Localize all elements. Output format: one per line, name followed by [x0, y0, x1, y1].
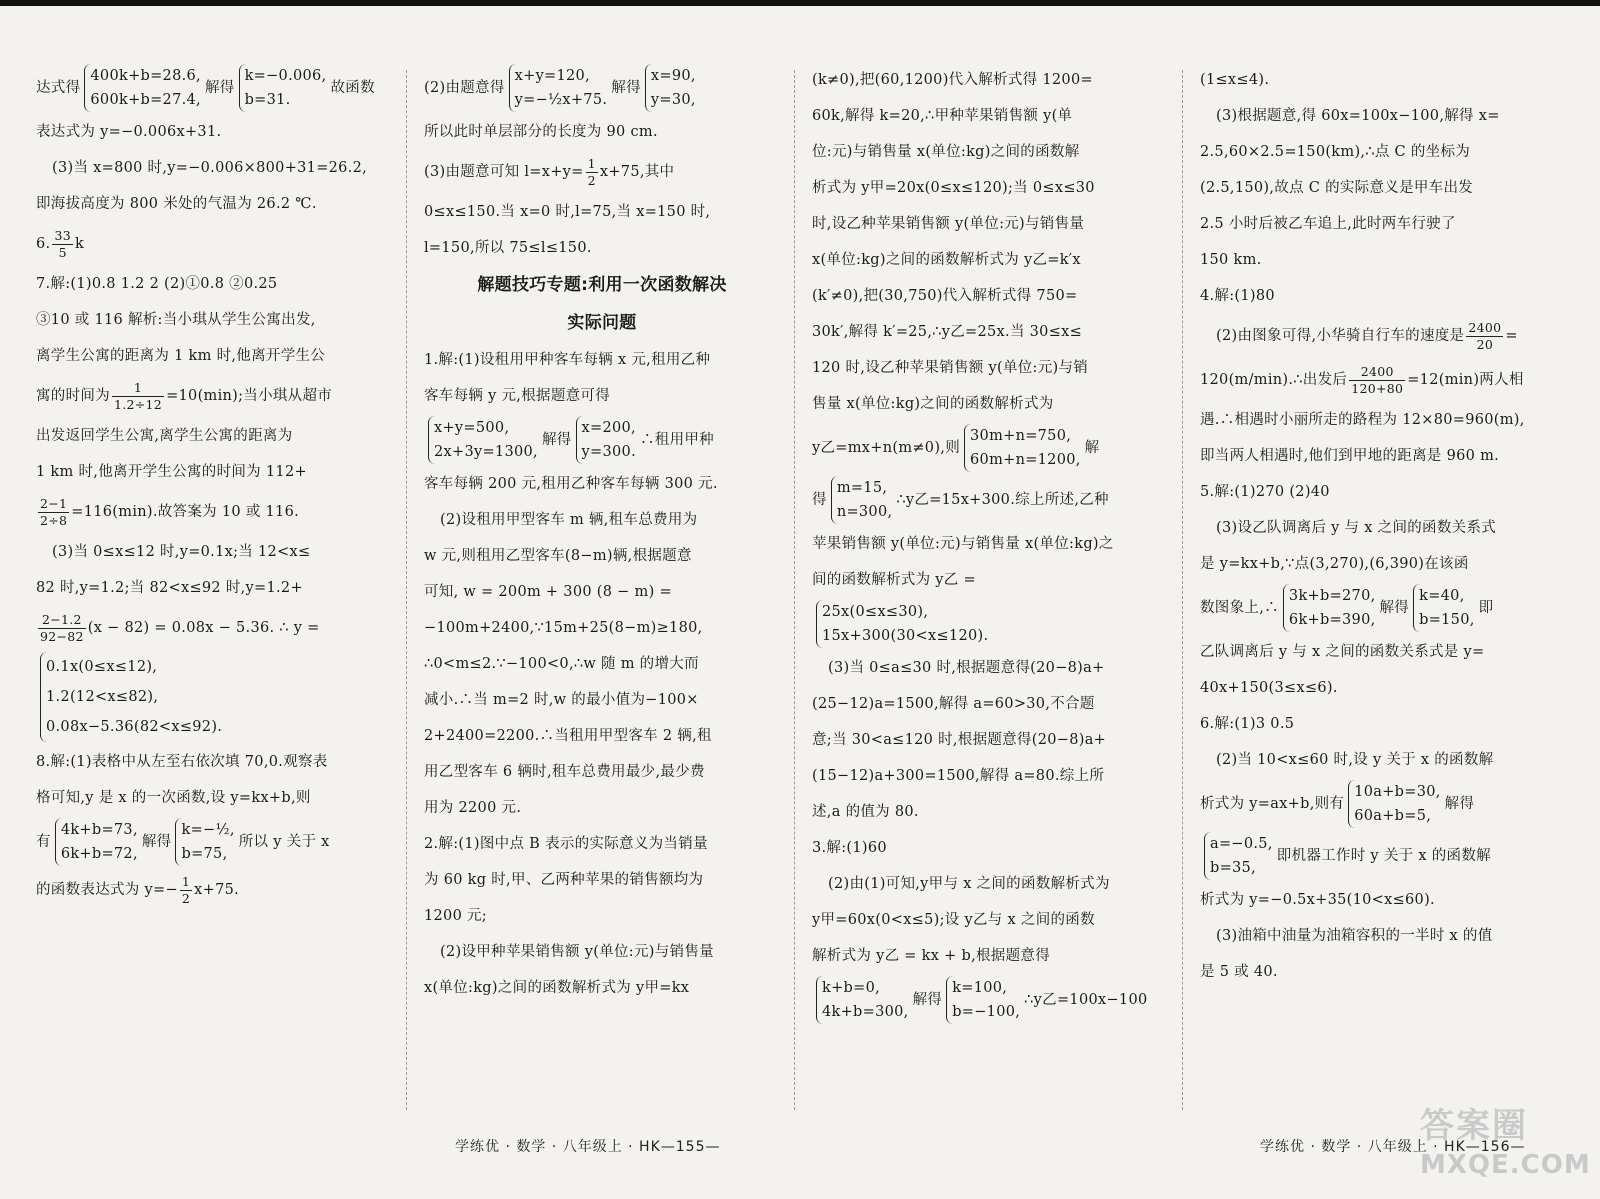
column-divider: [1182, 70, 1183, 1110]
equation-system: 30m+n=750, 60m+n=1200,: [964, 424, 1081, 472]
fraction: $\frac{1}{2}$: [587, 155, 596, 188]
column-divider: [794, 70, 795, 1110]
text-line: (2)由(1)可知,y甲与 x 之间的函数解析式为: [828, 876, 1110, 892]
fraction: $\frac{2400}{120+80}$: [1351, 363, 1404, 396]
text-line: l=150,所以 75≤l≤150.: [424, 240, 592, 256]
text-line: (3)由题意可知 l=x+y= $\frac{1}{2}$ x+75,其中: [424, 155, 675, 188]
text-line: 150 km.: [1200, 252, 1262, 268]
text-line: 8.解:(1)表格中从左至右依次填 70,0.观察表: [36, 754, 328, 770]
text-line: 1200 元;: [424, 908, 487, 924]
text-line: 位:元)与销售量 x(单位:kg)之间的函数解: [812, 144, 1080, 160]
text-line: (3)当 x=800 时,y=−0.006×800+31=26.2,: [52, 160, 368, 176]
equation-system: x+y=500, 2x+3y=1300,: [428, 416, 538, 464]
text-line: [812, 598, 1168, 650]
text-line: x+y=500, 2x+3y=1300, 解得 x=200, y=300. ∴租用甲种: [424, 414, 780, 466]
text-line: (2)设租用甲型客车 m 辆,租车总费用为: [440, 512, 698, 528]
watermark-url: MXQE.COM: [1420, 1150, 1591, 1180]
text-line: 苹果销售额 y(单位:元)与销售量 x(单位:kg)之: [812, 536, 1114, 552]
text-line: 2+2400=2200.∴当租用甲型客车 2 辆,租: [424, 728, 712, 744]
text-line: 6. $\frac{33}{5}$ k: [36, 227, 85, 260]
text-line: 达式得 400k+b=28.6, 600k+b=27.4, 解得 k=−0.006, b=31. 故函数: [36, 62, 392, 114]
equation-system: 400k+b=28.6, 600k+b=27.4,: [84, 64, 201, 112]
text-line: 用为 2200 元.: [424, 800, 522, 816]
text-line: 乙队调离后 y 与 x 之间的函数关系式是 y=: [1200, 644, 1485, 660]
text-line: $\frac{2-1.2}{92-82}$ (x − 82) = 0.08x − 5.36. ∴ y =: [40, 611, 320, 644]
text-line: (3)油箱中油量为油箱容积的一半时 x 的值: [1216, 928, 1493, 944]
text-line: 解析式为 y乙 = kx + b,根据题意得: [812, 948, 1050, 964]
text-line: 2.5,60×2.5=150(km),∴点 C 的坐标为: [1200, 144, 1471, 160]
text-line: x(单位:kg)之间的函数解析式为 y乙=k′x: [812, 252, 1081, 268]
text-line: (25−12)a=1500,解得 a=60>30,不合题: [812, 696, 1095, 712]
text-line: 82 时,y=1.2;当 82<x≤92 时,y=1.2+: [36, 580, 303, 596]
text-line: 2.5 小时后被乙车追上,此时两车行驶了: [1200, 216, 1456, 232]
equation-system: k=100, b=−100,: [946, 976, 1020, 1024]
text-line: 可知, w = 200m + 300 (8 − m) =: [424, 584, 672, 600]
text-line: 售量 x(单位:kg)之间的函数解析式为: [812, 396, 1054, 412]
text-line: −100m+2400,∵15m+25(8−m)≥180,: [424, 620, 703, 636]
text-line: 是 5 或 40.: [1200, 964, 1278, 980]
text-line: 析式为 y甲=20x(0≤x≤120);当 0≤x≤30: [812, 180, 1095, 196]
equation-system: 4k+b=73, 6k+b=72,: [55, 818, 138, 866]
text-line: (2)设甲种苹果销售额 y(单位:元)与销售量: [440, 944, 714, 960]
text-line: ∴0<m≤2.∵−100<0,∴w 随 m 的增大而: [424, 656, 699, 672]
equation-system: x=200, y=300.: [576, 416, 636, 464]
column-divider: [406, 70, 407, 1110]
text-line: w 元,则租用乙型客车(8−m)辆,根据题意: [424, 548, 692, 564]
text-line: 40x+150(3≤x≤6).: [1200, 680, 1338, 696]
text-line: y乙=mx+n(m≠0),则 30m+n=750, 60m+n=1200, 解: [812, 422, 1168, 474]
page-footer-right: 学练优 · 数学 · 八年级上 · HK—156—: [1260, 1139, 1526, 1155]
text-line: 减小.∴当 m=2 时,w 的最小值为−100×: [424, 692, 699, 708]
text-line: 析式为 y=−0.5x+35(10<x≤60).: [1200, 892, 1435, 908]
text-line: (15−12)a+300=1500,解得 a=80.综上所: [812, 768, 1105, 784]
text-line: 30k′,解得 k′=25,∴y乙=25x.当 30≤x≤: [812, 324, 1083, 340]
equation-system: 3k+b=270, 6k+b=390,: [1283, 584, 1376, 632]
text-line: [36, 650, 392, 744]
text-line: 寓的时间为 $\frac{1}{1.2\div 12}$ =10(min);当小琪从超市: [36, 379, 333, 412]
text-line: (3)当 0≤a≤30 时,根据题意得(20−8)a+: [828, 660, 1105, 676]
text-line: 4.解:(1)80: [1200, 288, 1275, 304]
text-line: (k′≠0),把(30,750)代入解析式得 750=: [812, 288, 1078, 304]
equation-system: x=90, y=30,: [645, 64, 696, 112]
text-line: 5.解:(1)270 (2)40: [1200, 484, 1330, 500]
text-line: 所以此时单层部分的长度为 90 cm.: [424, 124, 658, 140]
column-4: [1200, 62, 1556, 1122]
text-line: 即当两人相遇时,他们到甲地的距离是 960 m.: [1200, 448, 1500, 464]
text-line: 间的函数解析式为 y乙 =: [812, 572, 976, 588]
piecewise-function: 0.1x(0≤x≤12), 1.2(12<x≤82), 0.08x−5.36(82<x≤92).: [40, 652, 222, 742]
equation-system: m=15, n=300,: [831, 476, 893, 524]
section-heading: 解题技巧专题:利用一次函数解决: [477, 275, 727, 295]
text-line: (3)当 0≤x≤12 时,y=0.1x;当 12<x≤: [52, 544, 311, 560]
text-line: 数图象上,∴ 3k+b=270, 6k+b=390, 解得 k=40, b=150, 即: [1200, 582, 1556, 634]
text-line: 60k,解得 k=20,∴甲种苹果销售额 y(单: [812, 108, 1073, 124]
text-line: (2)由图象可得,小华骑自行车的速度是 $\frac{2400}{20}$ =: [1216, 319, 1518, 352]
text-line: (2.5,150),故点 C 的实际意义是甲车出发: [1200, 180, 1474, 196]
text-line: 遇.∴相遇时小丽所走的路程为 12×80=960(m),: [1200, 412, 1525, 428]
column-3: [812, 62, 1168, 1122]
text-line: 120(m/min).∴出发后 $\frac{2400}{120+80}$ =12(min)两人相: [1200, 363, 1524, 396]
text-line: ③10 或 116 解析:当小琪从学生公寓出发,: [36, 312, 316, 328]
fraction: $\frac{2-1}{2\div 8}$: [40, 495, 68, 528]
text-line: 2.解:(1)图中点 B 表示的实际意义为当销量: [424, 836, 708, 852]
equation-system: k=40, b=150,: [1413, 584, 1475, 632]
text-line: 是 y=kx+b,∵点(3,270),(6,390)在该函: [1200, 556, 1469, 572]
text-line: 3.解:(1)60: [812, 840, 887, 856]
text-line: (3)设乙队调离后 y 与 x 之间的函数关系式: [1216, 520, 1497, 536]
text-line: 出发返回学生公寓,离学生公寓的距离为: [36, 428, 293, 444]
text-line: (2)当 10<x≤60 时,设 y 关于 x 的函数解: [1216, 752, 1494, 768]
watermark-logo: 答案圈: [1420, 1106, 1528, 1146]
text-line: 客车每辆 y 元,根据题意可得: [424, 388, 611, 404]
text-line: 时,设乙种苹果销售额 y(单位:元)与销售量: [812, 216, 1085, 232]
equation-system: k+b=0, 4k+b=300,: [816, 976, 909, 1024]
fraction: $\frac{2-1.2}{92-82}$: [40, 611, 84, 644]
fraction: $\frac{1}{2}$: [181, 873, 191, 906]
fraction: $\frac{1}{1.2\div 12}$: [114, 379, 163, 412]
text-line: y甲=60x(0<x≤5);设 y乙与 x 之间的函数: [812, 912, 1095, 928]
fraction: $\frac{2400}{20}$: [1468, 319, 1502, 352]
text-line: 述,a 的值为 80.: [812, 804, 919, 820]
text-line: (2)由题意得 x+y=120, y=−½x+75. 解得 x=90, y=30,: [424, 62, 780, 114]
text-line: 格可知,y 是 x 的一次函数,设 y=kx+b,则: [36, 790, 311, 806]
page-footer-left: 学练优 · 数学 · 八年级上 · HK—155—: [455, 1139, 721, 1155]
fraction: $\frac{33}{5}$: [54, 227, 71, 260]
text-line: $\frac{2-1}{2\div 8}$ =116(min).故答案为 10 或 116.: [40, 495, 300, 528]
text-line: 得 m=15, n=300, ∴y乙=15x+300.综上所述,乙种: [812, 474, 1168, 526]
text-line: 用乙型客车 6 辆时,租车总费用最少,最少费: [424, 764, 705, 780]
text-line: 为 60 kg 时,甲、乙两种苹果的销售额均为: [424, 872, 704, 888]
column-2: [424, 62, 780, 1122]
equation-system: a=−0.5, b=35,: [1204, 832, 1273, 880]
text-line: 0≤x≤150.当 x=0 时,l=75,当 x=150 时,: [424, 204, 711, 220]
text-line: 1 km 时,他离开学生公寓的时间为 112+: [36, 464, 307, 480]
text-line: 7.解:(1)0.8 1.2 2 (2)①0.8 ②0.25: [36, 276, 278, 292]
text-line: 120 时,设乙种苹果销售额 y(单位:元)与销: [812, 360, 1089, 376]
text-line: (k≠0),把(60,1200)代入解析式得 1200=: [812, 72, 1093, 88]
column-1: [36, 62, 392, 1122]
watermark: [1420, 1104, 1590, 1194]
text-line: 意;当 30<a≤120 时,根据题意得(20−8)a+: [812, 732, 1107, 748]
text-line: 1.解:(1)设租用甲种客车每辆 x 元,租用乙种: [424, 352, 711, 368]
text-line: 析式为 y=ax+b,则有 10a+b=30, 60a+b=5, 解得: [1200, 778, 1556, 830]
text-line: 客车每辆 200 元,租用乙种客车每辆 300 元.: [424, 476, 718, 492]
text-line: 即海拔高度为 800 米处的气温为 26.2 ℃.: [36, 196, 317, 212]
text-line: x(单位:kg)之间的函数解析式为 y甲=kx: [424, 980, 690, 996]
section-heading: 实际问题: [567, 313, 637, 333]
equation-system: k=−0.006, b=31.: [239, 64, 327, 112]
equation-system: x+y=120, y=−½x+75.: [509, 64, 608, 112]
text-line: k+b=0, 4k+b=300, 解得 k=100, b=−100, ∴y乙=100x−100: [812, 974, 1168, 1026]
text-line: 的函数表达式为 y=− $\frac{1}{2}$ x+75.: [36, 873, 240, 906]
equation-system: 10a+b=30, 60a+b=5,: [1348, 780, 1440, 828]
text-line: 离学生公寓的距离为 1 km 时,他离开学生公: [36, 348, 326, 364]
text-line: (1≤x≤4).: [1200, 72, 1270, 88]
text-line: 表达式为 y=−0.006x+31.: [36, 124, 222, 140]
text-line: (3)根据题意,得 60x=100x−100,解得 x=: [1216, 108, 1500, 124]
text-line: 6.解:(1)3 0.5: [1200, 716, 1295, 732]
piecewise-function: 25x(0≤x≤30), 15x+300(30<x≤120).: [816, 600, 988, 648]
text-line: a=−0.5, b=35, 即机器工作时 y 关于 x 的函数解: [1200, 830, 1556, 882]
equation-system: k=−½, b=75,: [175, 818, 234, 866]
top-rule: [0, 0, 1600, 6]
text-line: 有 4k+b=73, 6k+b=72, 解得 k=−½, b=75, 所以 y 关于 x: [36, 816, 392, 868]
